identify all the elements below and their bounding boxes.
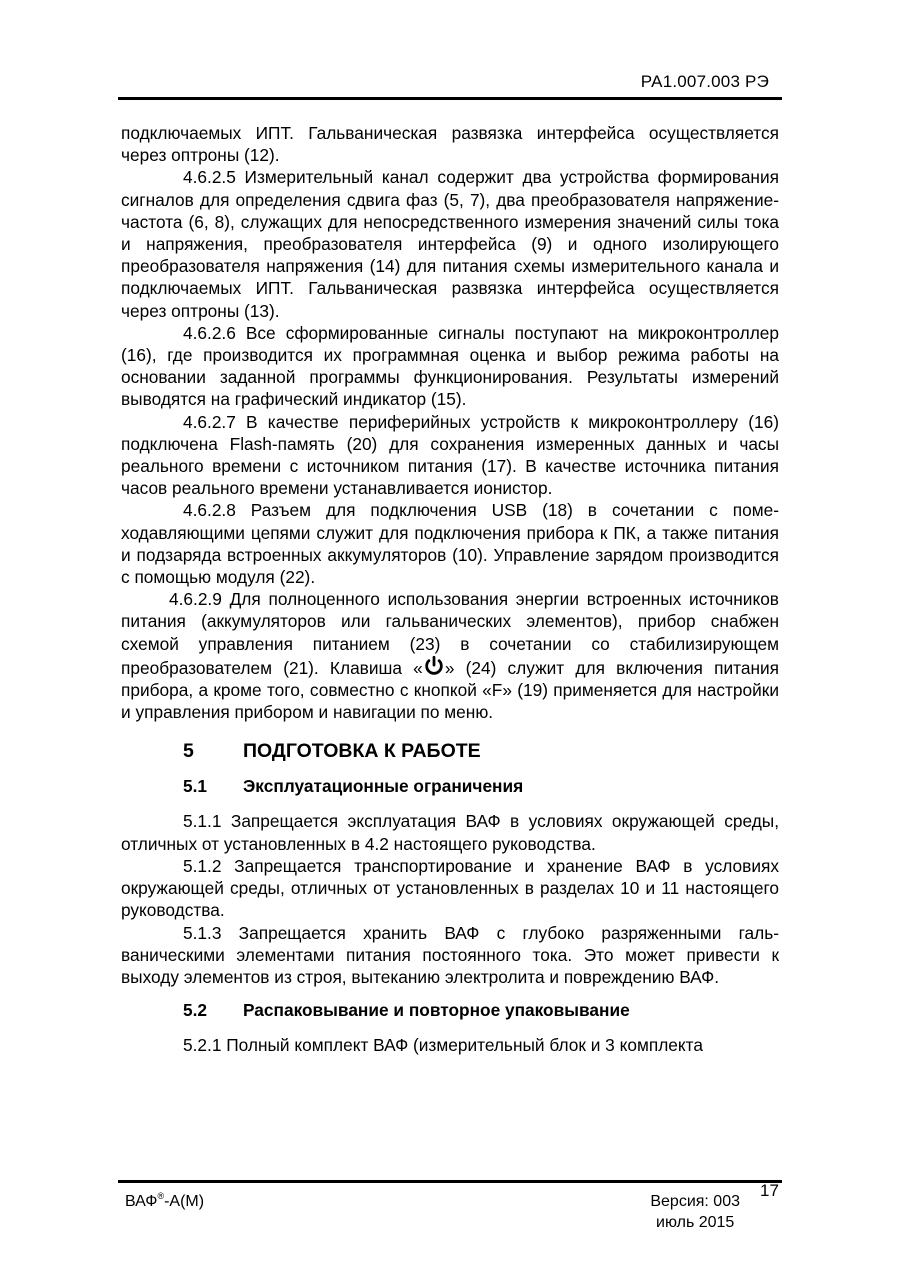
section-5-1-heading (121, 774, 779, 798)
footer-product (125, 1191, 204, 1211)
section-5-1-title: Эксплуатационные ограничения (243, 776, 524, 797)
footer-date: июль 2015 (656, 1214, 735, 1231)
paragraph-4-6-2-8: 4.6.2.8 Разъем для подключения USB (18) в сочетании с помеходавляющими цепями служит для подключения прибора к ПК, а также питания и подзаряда встроенных аккумуляторов (10). Управление зарядом производится с помощью модуля (22). (121, 500, 779, 588)
paragraph-4-6-2-5: 4.6.2.5 Измерительный канал содержит два устройства формирования сигналов для определения сдвига фаз (5, 7), два преобразователя напряжение-частота (6, 8), служащих для непосредственного измерения значений силы тока и напряжения, преобразователя интерфейса (9) и одного изолирующего преобразователя напряжения (14) для питания схемы измерительного канала и подключаемых ИПТ. Гальваническая развязка интерфейса осуществляется через оптроны (13). (121, 167, 779, 321)
paragraph-4-6-2-9 (121, 588, 779, 723)
section-5-heading (121, 738, 779, 764)
footer-product-base: ВАФ (125, 1193, 158, 1210)
paragraph-4-6-2-7: 4.6.2.7 В качестве периферийных устройств к микроконтроллеру (16) подключена Flash-память (20) для сохранения измеренных данных и часы реального времени с источником питания (17). В качестве источника питания часов реального времени устанавливается ионистор. (121, 411, 779, 499)
paragraph-4-6-2-9-part1: 4.6.2.9 Для полноценного использования энергии встроенных источников питания (аккумуляторов или гальванических элементов), прибор снабжен схемой управления питанием (23) в сочетании со стабилизирующем преобразователем (21). Клавиша « (121, 589, 779, 678)
header-rule (118, 97, 782, 100)
section-5-title: ПОДГОТОВКА К РАБОТЕ (243, 740, 481, 763)
page-body (121, 122, 779, 1056)
section-5-1-number: 5.1 (183, 776, 208, 797)
paragraph-4-6-2-6: 4.6.2.6 Все сформированные сигналы поступают на микроконтроллер (16), где производится их программная оценка и выбор режима работы на основании заданной программы функционирования. Результаты измерений выводятся на графический индикатор (15). (121, 322, 779, 410)
section-5-number: 5 (183, 740, 194, 763)
power-icon (423, 655, 445, 677)
page-number: 17 (760, 1181, 779, 1200)
footer-version-block (650, 1191, 740, 1233)
paragraph-5-2-1: 5.2.1 Полный комплект ВАФ (измерительный блок и 3 комплекта (183, 1035, 703, 1056)
paragraph-5-1-3: 5.1.3 Запрещается хранить ВАФ с глубоко разряженными гальваническими элементами питания постоянного тока. Это может привести к выходу элементов из строя, вытеканию электролита и повреждению ВАФ. (121, 922, 779, 987)
paragraph-4-6-2-9-part2: » (24) служит для включения питания прибора, а кроме того, совместно с кнопкой «F» (19) применяется для настройки и управления прибором и навигации по меню. (121, 657, 779, 723)
footer-product-suffix: -А(М) (164, 1193, 205, 1210)
section-5-2-number: 5.2 (183, 1000, 208, 1021)
paragraph-5-1-2: 5.1.2 Запрещается транспортирование и хранение ВАФ в условиях окружающей среды, отличных от установленных в разделах 10 и 11 настоящего руководства. (121, 855, 779, 921)
footer-rule (118, 1180, 782, 1183)
section-5-2-title: Распаковывание и повторное упаковывание (243, 1000, 630, 1021)
footer-product-reg: ® (157, 1191, 165, 1201)
header-doc-code: РА1.007.003 РЭ (640, 72, 769, 91)
footer-version: Версия: 003 (650, 1193, 740, 1210)
section-5-2-heading (121, 998, 779, 1022)
paragraph-continuation: подключаемых ИПТ. Гальваническая развязка интерфейса осуществляется через оптроны (12). (121, 123, 779, 166)
paragraph-5-1-1: 5.1.1 Запрещается эксплуатация ВАФ в условиях окружающей среды, отличных от установленных в 4.2 настоящего руководства. (121, 811, 779, 854)
